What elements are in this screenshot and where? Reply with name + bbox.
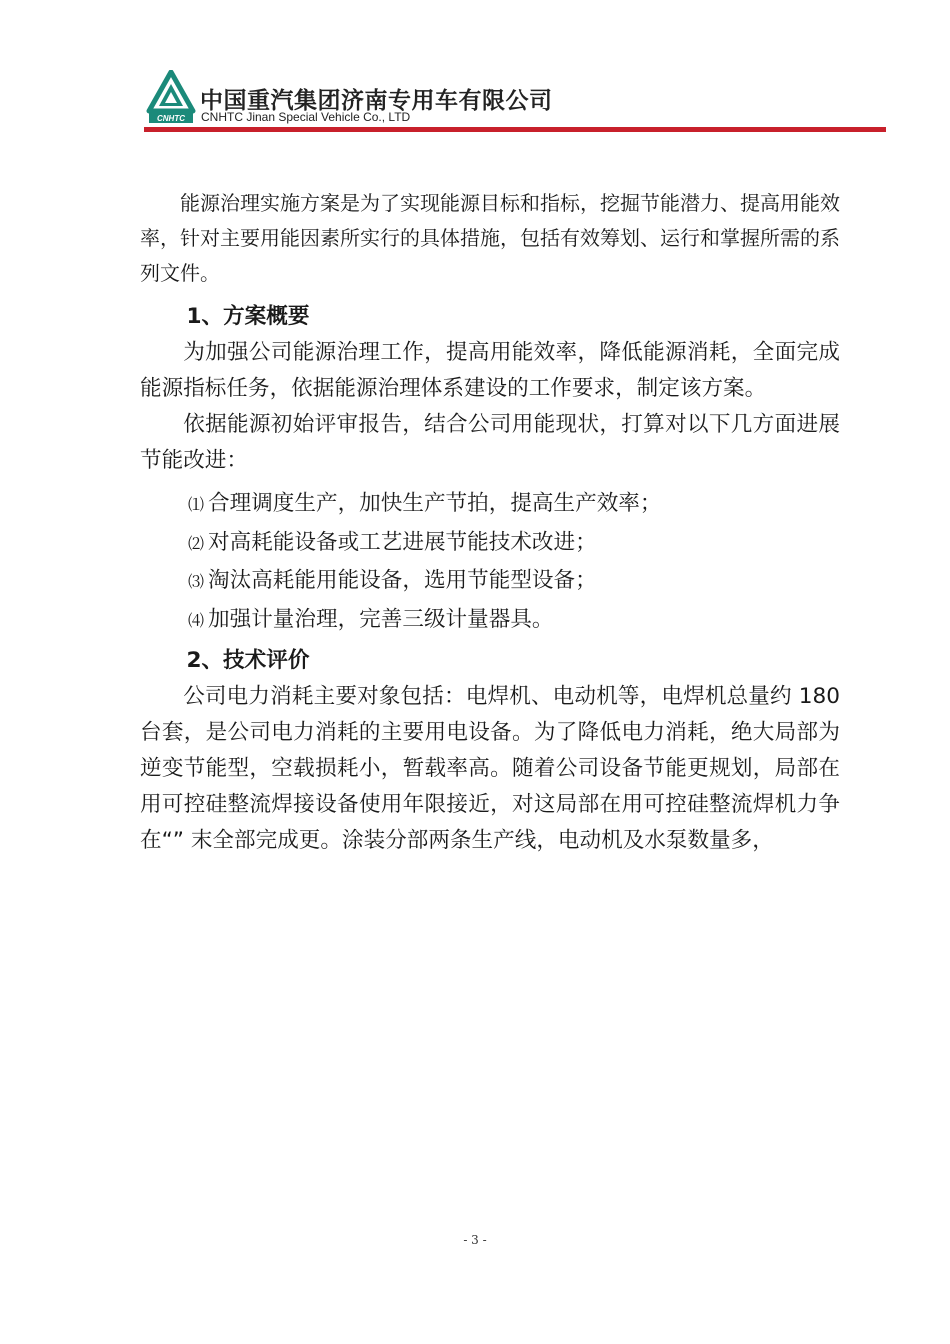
technical-paragraph: 公司电力消耗主要对象包括：电焊机、电动机等，电焊机总量约 180 台套，是公司电力消耗的主要用电设备。为了降低电力消耗，绝大局部为逆变节能型，空载损耗小，暂载率高。随着公司设备节能更规划，局部在用可控硅整流焊接设备使用年限接近，对这局部在用可控硅整流焊机力争在“” 末全部完成更。涂装分部两条生产线，电动机及水泵数量多， (140, 684, 840, 853)
section-heading-technical: 2、技术评价 (186, 648, 310, 673)
improvement-intro-paragraph: 依据能源初始评审报告，结合公司用能现状，打算对以下几方面进展节能改进： (140, 412, 840, 473)
list-item (140, 524, 840, 563)
list-marker: ⑶ (188, 572, 205, 591)
intro-paragraph: 能源治理实施方案是为了实现能源目标和指标，挖掘节能潜力、提高用能效率，针对主要用能因素所实行的具体措施，包括有效筹划、运行和掌握所需的系列文件。 (140, 191, 840, 285)
list-item-text: 加强计量治理，完善三级计量器具。 (208, 606, 554, 632)
list-marker: ⑷ (188, 610, 205, 630)
list-marker: ⑴ (188, 495, 205, 514)
document-body (140, 186, 840, 859)
overview-paragraph: 为加强公司能源治理工作，提高用能效率，降低能源消耗，全面完成能源指标任务，依据能源治理体系建设的工作要求，制定该方案。 (140, 340, 840, 401)
list-marker: ⑵ (188, 533, 205, 553)
company-name-en: CNHTC Jinan Special Vehicle Co., LTD (201, 110, 411, 124)
list-item-text: 合理调度生产，加快生产节拍，提高生产效率； (208, 491, 662, 516)
list-item (140, 485, 840, 524)
list-item (140, 562, 840, 601)
improvement-list (140, 485, 840, 639)
page-header (0, 0, 950, 135)
cnhtc-logo-icon (146, 70, 196, 126)
header-divider (144, 127, 886, 132)
page-number: - 3 - (463, 1233, 487, 1247)
list-item (140, 601, 840, 640)
section-heading-overview: 1、方案概要 (186, 304, 310, 329)
list-item-text: 对高耗能设备或工艺进展节能技术改进； (208, 529, 597, 555)
logo-text: CNHTC (157, 114, 185, 123)
company-name-cn: 中国重汽集团济南专用车有限公司 (200, 88, 553, 114)
list-item-text: 淘汰高耗能用能设备，选用节能型设备； (208, 568, 597, 593)
